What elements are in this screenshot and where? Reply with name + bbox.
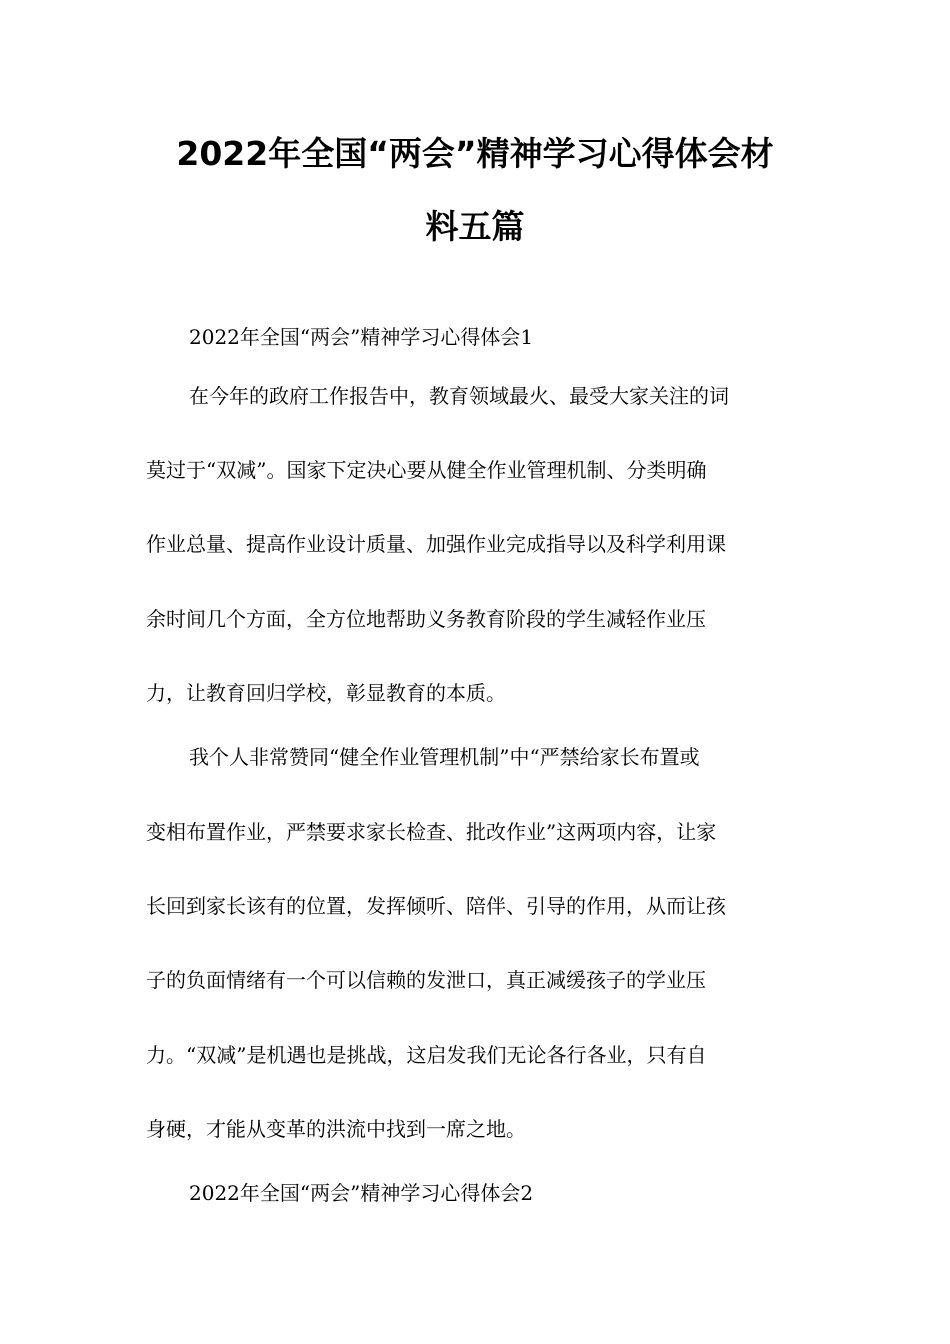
paragraph-1-line-2: 莫过于“双减”。国家下定决心要从健全作业管理机制、分类明确 xyxy=(146,458,707,482)
paragraph-2-line-3: 长回到家长该有的位置，发挥倾听、陪伴、引导的作用，从而让孩 xyxy=(146,894,726,918)
document-title-line-1: 2022年全国“两会”精神学习心得体会材 xyxy=(176,134,774,173)
paragraph-1-line-1: 在今年的政府工作报告中，教育领域最火、最受大家关注的词 xyxy=(189,384,729,408)
paragraph-2-line-5: 力。“双减”是机遇也是挑战，这启发我们无论各行各业，只有自 xyxy=(146,1043,707,1067)
paragraph-2-line-4: 子的负面情绪有一个可以信赖的发泄口，真正减缓孩子的学业压 xyxy=(146,968,706,992)
paragraph-2-line-6: 身硬，才能从变革的洪流中找到一席之地。 xyxy=(146,1117,526,1141)
section-1-heading: 2022年全国“两会”精神学习心得体会1 xyxy=(189,325,534,349)
paragraph-2-line-1: 我个人非常赞同“健全作业管理机制”中“严禁给家长布置或 xyxy=(189,745,700,769)
paragraph-1-line-4: 余时间几个方面，全方位地帮助义务教育阶段的学生减轻作业压 xyxy=(146,607,706,631)
paragraph-1-line-3: 作业总量、提高作业设计质量、加强作业完成指导以及科学利用课 xyxy=(146,532,726,556)
paragraph-2-line-2: 变相布置作业，严禁要求家长检查、批改作业”这两项内容，让家 xyxy=(146,820,717,844)
paragraph-1-line-5: 力，让教育回归学校，彰显教育的本质。 xyxy=(146,681,506,705)
section-2-heading: 2022年全国“两会”精神学习心得体会2 xyxy=(189,1181,534,1205)
document-title-line-2: 料五篇 xyxy=(425,207,525,246)
